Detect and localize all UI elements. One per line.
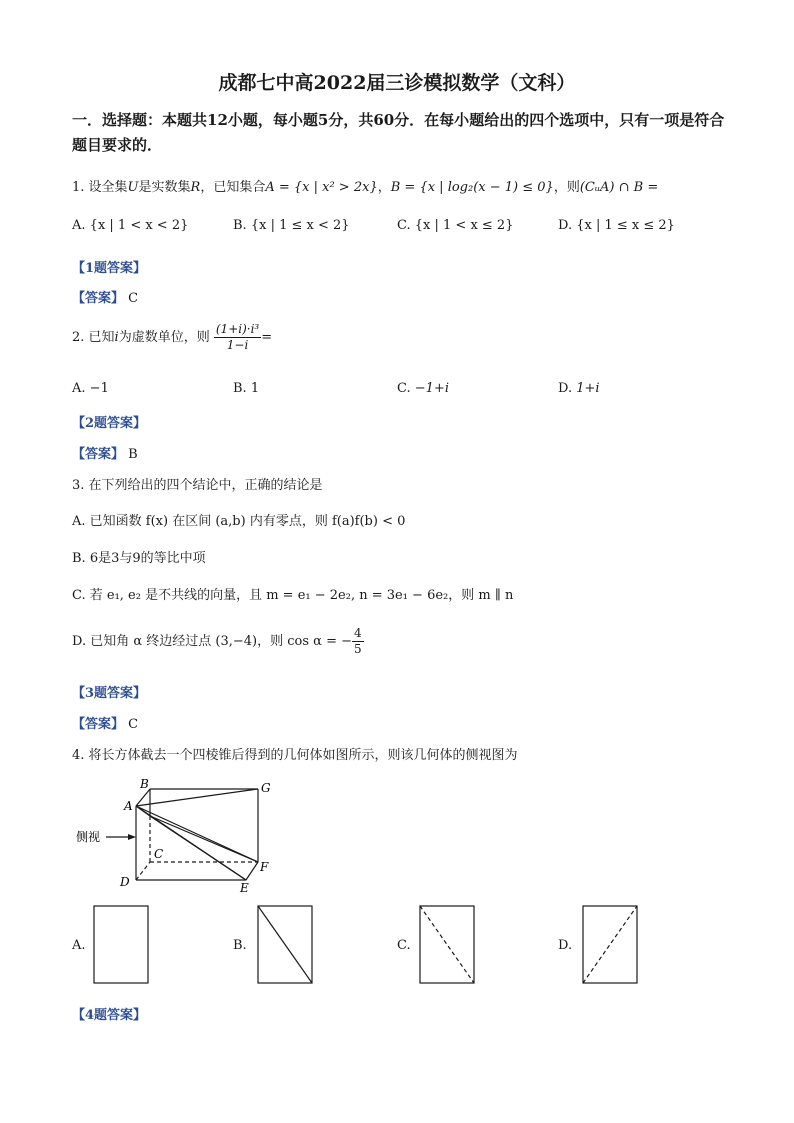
q4-answer-tag: 【4题答案】 [72,1008,147,1023]
section-heading: 一．选择题：本题共12小题，每小题5分，共60分．在每小题给出的四个选项中，只有一项是符合题目要求的． [72,111,725,154]
vertex-a-label: A [124,799,133,813]
q3-cos-fraction: $\frac{4}{5}$ [353,626,362,656]
page-title: 成都七中高2022届三诊模拟数学（文科） [218,72,576,94]
q3-answer-tag: 【3题答案】 [72,686,147,701]
q4-option-b-label[interactable]: B. [233,938,247,953]
q4-option-c-label[interactable]: C. [397,938,411,953]
q2-answer-tag: 【2题答案】 [72,416,147,431]
q4-option-a-figure[interactable] [93,905,151,985]
q4-option-b-figure[interactable] [257,905,315,985]
side-view-label: 侧视 [76,830,101,844]
q1-option-c[interactable]: C. {x | 1 < x ≤ 2} [397,218,514,233]
q1-option-a[interactable]: A. {x | 1 < x < 2} [72,218,189,233]
vertex-g-label: G [261,781,271,795]
q2-option-c[interactable]: C. −1+i [397,381,449,396]
q1-answer: 【答案】 C [72,291,139,306]
vertex-b-label: B [140,777,149,791]
q4-option-a-label[interactable]: A. [72,938,86,953]
q2-option-b[interactable]: B. 1 [233,381,260,396]
question-4-stem: 4. 将长方体截去一个四棱锥后得到的几何体如图所示，则该几何体的侧视图为 [72,748,518,763]
q1-answer-tag: 【1题答案】 [72,261,147,276]
question-3-stem: 3. 在下列给出的四个结论中，正确的结论是 [72,478,323,493]
q2-fraction: $\frac{\text{(1+i)·i³}}{1-i}$ [215,322,260,352]
q2-answer: 【答案】 B [72,447,138,462]
vertex-f-label: F [260,860,269,874]
question-2-stem: 2. 已知i为虚数单位，则 $\frac{\text{(1+i)·i³}}{1-i}$ = [72,322,273,352]
q4-solid-figure [70,774,290,894]
q3-option-a[interactable]: A. 已知函数 f(x) 在区间 (a,b) 内有零点，则 f(a)f(b) < 0 [72,514,406,529]
q3-answer: 【答案】 C [72,717,139,732]
q1-option-d[interactable]: D. {x | 1 ≤ x ≤ 2} [558,218,675,233]
q2-option-d[interactable]: D. 1+i [558,381,600,396]
q3-option-b[interactable]: B. 6是3与9的等比中项 [72,551,206,566]
q1-option-b[interactable]: B. {x | 1 ≤ x < 2} [233,218,350,233]
vertex-d-label: D [120,875,130,889]
q3-option-c[interactable]: C. 若 e₁, e₂ 是不共线的向量，且 m = e₁ − 2e₂, n = 3e₁ − 6e₂，则 m ∥ n [72,588,514,603]
q1-set-b: B = {x | log₂(x − 1) ≤ 0} [390,180,554,195]
vertex-c-label: C [154,847,164,861]
q4-option-d-label[interactable]: D. [558,938,573,953]
q4-option-c-figure[interactable] [419,905,477,985]
q1-set-a: A = {x | x² > 2x} [265,180,378,195]
q2-option-a[interactable]: A. −1 [72,381,109,396]
q3-option-d[interactable]: D. 已知角 α 终边经过点 (3,−4)，则 cos α = − $\frac{4}{5}$ [72,626,362,656]
q4-option-d-figure[interactable] [582,905,640,985]
vertex-e-label: E [240,881,249,894]
question-1-stem: 1. 设全集U是实数集R，已知集合A = {x | x² > 2x}，B = {x | log₂(x − 1) ≤ 0}，则(CᵤA) ∩ B = [72,180,659,195]
